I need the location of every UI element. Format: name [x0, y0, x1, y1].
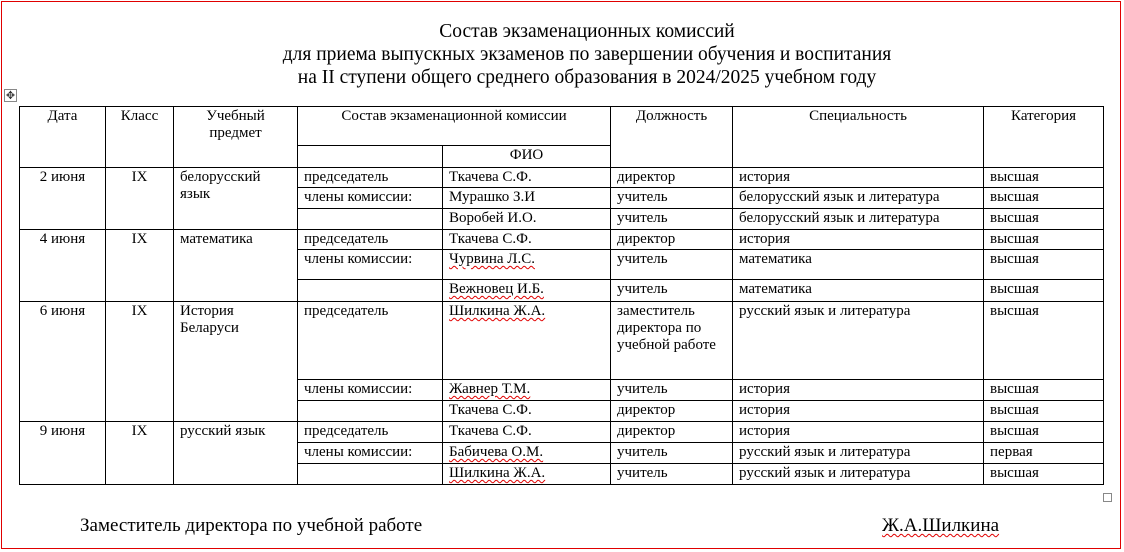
commission-role: председатель	[298, 302, 443, 380]
member-fio: Ткачева С.Ф.	[443, 230, 611, 250]
member-fio	[443, 443, 611, 464]
exam-class: IX	[106, 230, 174, 302]
member-position: директор	[611, 168, 733, 188]
member-position: учитель	[611, 280, 733, 302]
member-fio: Воробей И.О.	[443, 209, 611, 230]
member-specialty: история	[733, 380, 984, 401]
header-date: Дата	[20, 107, 106, 168]
member-fio: Ткачева С.Ф.	[443, 401, 611, 422]
member-category: высшая	[984, 401, 1104, 422]
header-specialty: Специальность	[733, 107, 984, 168]
exam-date: 9 июня	[20, 422, 106, 485]
signatory-title: Заместитель директора по учебной работе	[80, 515, 423, 536]
member-fio	[443, 302, 611, 380]
member-specialty: история	[733, 401, 984, 422]
header-commission: Состав экзаменационной комиссии	[298, 107, 611, 146]
member-position: учитель	[611, 209, 733, 230]
member-specialty: русский язык и литература	[733, 302, 984, 380]
member-specialty: белорусский язык и литература	[733, 209, 984, 230]
title-line-2: для приема выпускных экзаменов по завершении обучения и воспитания	[282, 44, 892, 65]
member-fio	[443, 464, 611, 485]
member-position: учитель	[611, 464, 733, 485]
member-position: учитель	[611, 188, 733, 209]
header-row	[20, 107, 1104, 146]
document-title	[0, 20, 1124, 89]
member-fio-text: Чурвина Л.С.	[449, 251, 535, 267]
table-row	[20, 230, 1104, 250]
member-category: высшая	[984, 209, 1104, 230]
member-position: учитель	[611, 380, 733, 401]
member-fio-text: Вежновец И.Б.	[449, 281, 544, 297]
header-category: Категория	[984, 107, 1104, 168]
commission-role: члены комиссии:	[298, 188, 443, 209]
table-row	[20, 302, 1104, 380]
commission-role: председатель	[298, 422, 443, 443]
member-category: высшая	[984, 188, 1104, 209]
member-fio: Ткачева С.Ф.	[443, 422, 611, 443]
exam-subject: История Беларуси	[174, 302, 298, 422]
member-position: заместитель директора по учебной работе	[611, 302, 733, 380]
member-category: высшая	[984, 422, 1104, 443]
table-resize-icon[interactable]	[1103, 493, 1112, 502]
header-class: Класс	[106, 107, 174, 168]
commission-role	[298, 464, 443, 485]
member-fio-text: Жавнер Т.М.	[449, 381, 531, 397]
exam-subject: математика	[174, 230, 298, 302]
commission-role	[298, 209, 443, 230]
commission-role: члены комиссии:	[298, 250, 443, 280]
member-category: высшая	[984, 464, 1104, 485]
exam-date: 6 июня	[20, 302, 106, 422]
exam-date: 2 июня	[20, 168, 106, 230]
header-subject: Учебный предмет	[174, 107, 298, 168]
commission-role: председатель	[298, 168, 443, 188]
commission-role: члены комиссии:	[298, 443, 443, 464]
header-fio: ФИО	[443, 146, 611, 168]
member-category: высшая	[984, 230, 1104, 250]
member-specialty: математика	[733, 250, 984, 280]
title-line-1: Состав экзаменационных комиссий	[439, 21, 735, 42]
member-category: высшая	[984, 280, 1104, 302]
member-position: директор	[611, 422, 733, 443]
member-specialty: математика	[733, 280, 984, 302]
member-fio-text: Бабичева О.М.	[449, 444, 544, 460]
exam-subject: русский язык	[174, 422, 298, 485]
member-specialty: русский язык и литература	[733, 443, 984, 464]
member-specialty: история	[733, 422, 984, 443]
header-empty-role	[298, 146, 443, 168]
member-fio: Ткачева С.Ф.	[443, 168, 611, 188]
commission-role	[298, 280, 443, 302]
member-category: высшая	[984, 250, 1104, 280]
exam-date: 4 июня	[20, 230, 106, 302]
commission-table	[19, 106, 1104, 485]
exam-subject: белорусский язык	[174, 168, 298, 230]
member-specialty: белорусский язык и литература	[733, 188, 984, 209]
member-fio	[443, 380, 611, 401]
member-category: высшая	[984, 302, 1104, 380]
exam-class: IX	[106, 422, 174, 485]
commission-role: председатель	[298, 230, 443, 250]
member-category: высшая	[984, 168, 1104, 188]
member-position: директор	[611, 401, 733, 422]
member-category: высшая	[984, 380, 1104, 401]
member-category: первая	[984, 443, 1104, 464]
table-move-icon[interactable]: ✥	[5, 89, 16, 102]
title-line-3: на II ступени общего среднего образования в 2024/2025 учебном году	[297, 67, 877, 88]
exam-class: IX	[106, 168, 174, 230]
member-fio	[443, 250, 611, 280]
member-fio-text: Шилкина Ж.А.	[449, 303, 546, 319]
member-specialty: история	[733, 168, 984, 188]
commission-role	[298, 401, 443, 422]
member-specialty: история	[733, 230, 984, 250]
commission-role: члены комиссии:	[298, 380, 443, 401]
member-position: учитель	[611, 443, 733, 464]
table-row	[20, 422, 1104, 443]
member-position: директор	[611, 230, 733, 250]
header-position: Должность	[611, 107, 733, 168]
member-fio: Мурашко З.И	[443, 188, 611, 209]
table-row	[20, 168, 1104, 188]
member-position: учитель	[611, 250, 733, 280]
signatory-name: Ж.А.Шилкина	[882, 515, 1000, 536]
member-fio	[443, 280, 611, 302]
member-specialty: русский язык и литература	[733, 464, 984, 485]
exam-class: IX	[106, 302, 174, 422]
member-fio-text: Шилкина Ж.А.	[449, 465, 546, 481]
